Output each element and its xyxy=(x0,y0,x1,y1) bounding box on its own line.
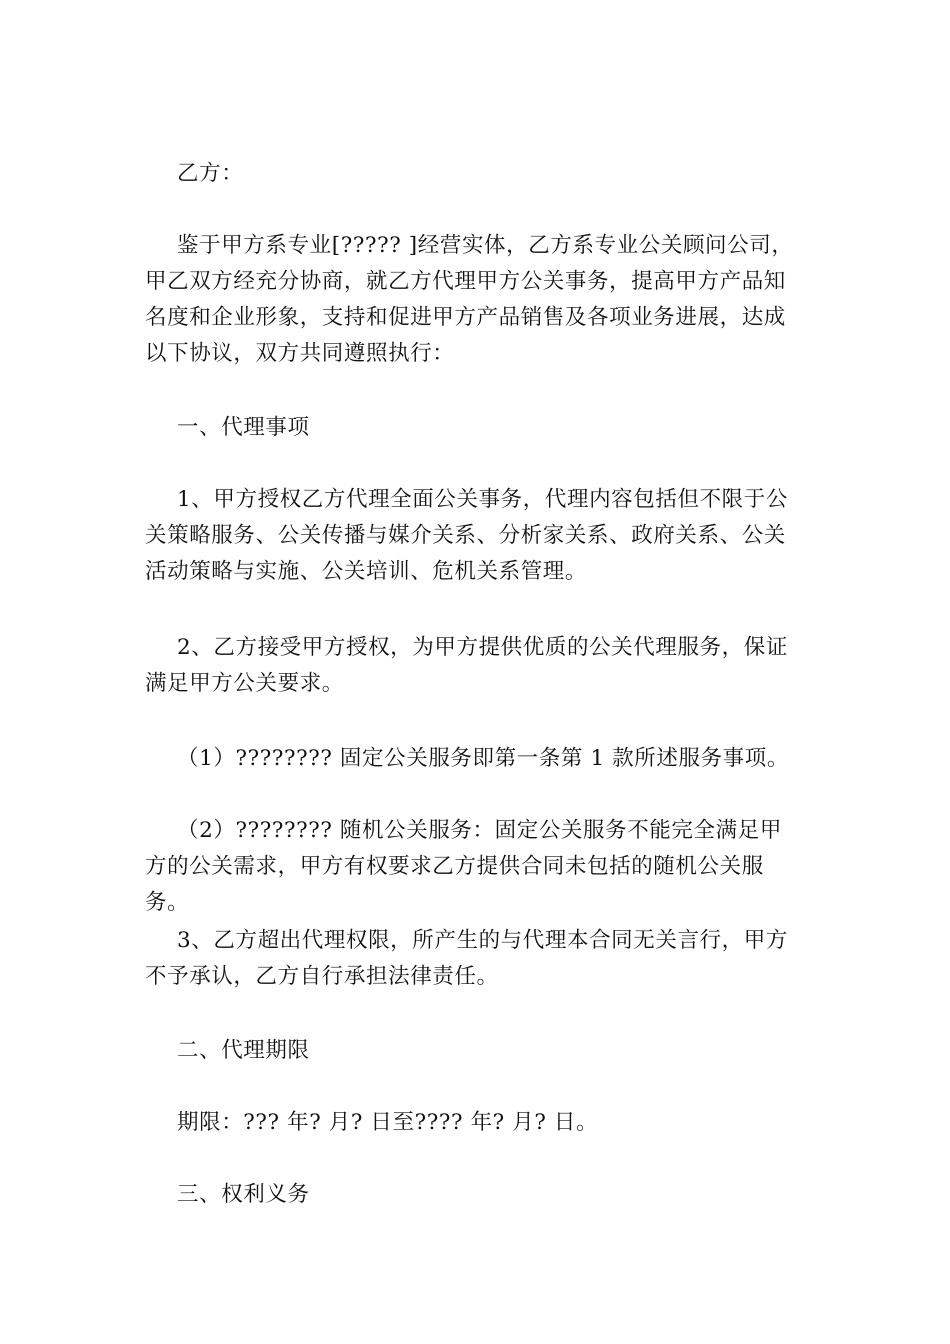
clause-1-paragraph: 1、甲方授权乙方代理全面公关事务，代理内容包括但不限于公关策略服务、公关传播与媒介关系、分析家关系、政府关系、公关活动策略与实施、公关培训、危机关系管理。 xyxy=(145,487,788,584)
section-heading-agency-matters: 一、代理事项 xyxy=(177,415,310,440)
clause-2-item-2: （2）???????? 随机公关服务：固定公关服务不能完全满足甲方的公关需求，甲方有权要求乙方提供合同未包括的随机公关服务。 xyxy=(145,818,782,915)
clause-2-item-1: （1）???????? 固定公关服务即第一条第 1 款所述服务事项。 xyxy=(177,746,789,771)
clause-2-paragraph: 2、乙方接受甲方授权，为甲方提供优质的公关代理服务，保证满足甲方公关要求。 xyxy=(145,635,788,696)
preamble-paragraph: 鉴于甲方系专业[????? ]经营实体，乙方系专业公关顾问公司，甲乙双方经充分协商，就乙方代理甲方公关事务，提高甲方产品知名度和企业形象，支持和促进甲方产品销售及各项业务进展，达成以下协议，双方共同遵照执行： xyxy=(145,233,794,366)
section-heading-agency-term: 二、代理期限 xyxy=(177,1038,310,1063)
term-period-paragraph: 期限：??? 年? 月? 日至???? 年? 月? 日。 xyxy=(177,1110,599,1135)
party-b-label: 乙方： xyxy=(177,161,244,186)
clause-3-paragraph: 3、乙方超出代理权限，所产生的与代理本合同无关言行，甲方不予承认，乙方自行承担法律责任。 xyxy=(145,928,788,989)
section-heading-rights-obligations: 三、权利义务 xyxy=(177,1182,310,1207)
